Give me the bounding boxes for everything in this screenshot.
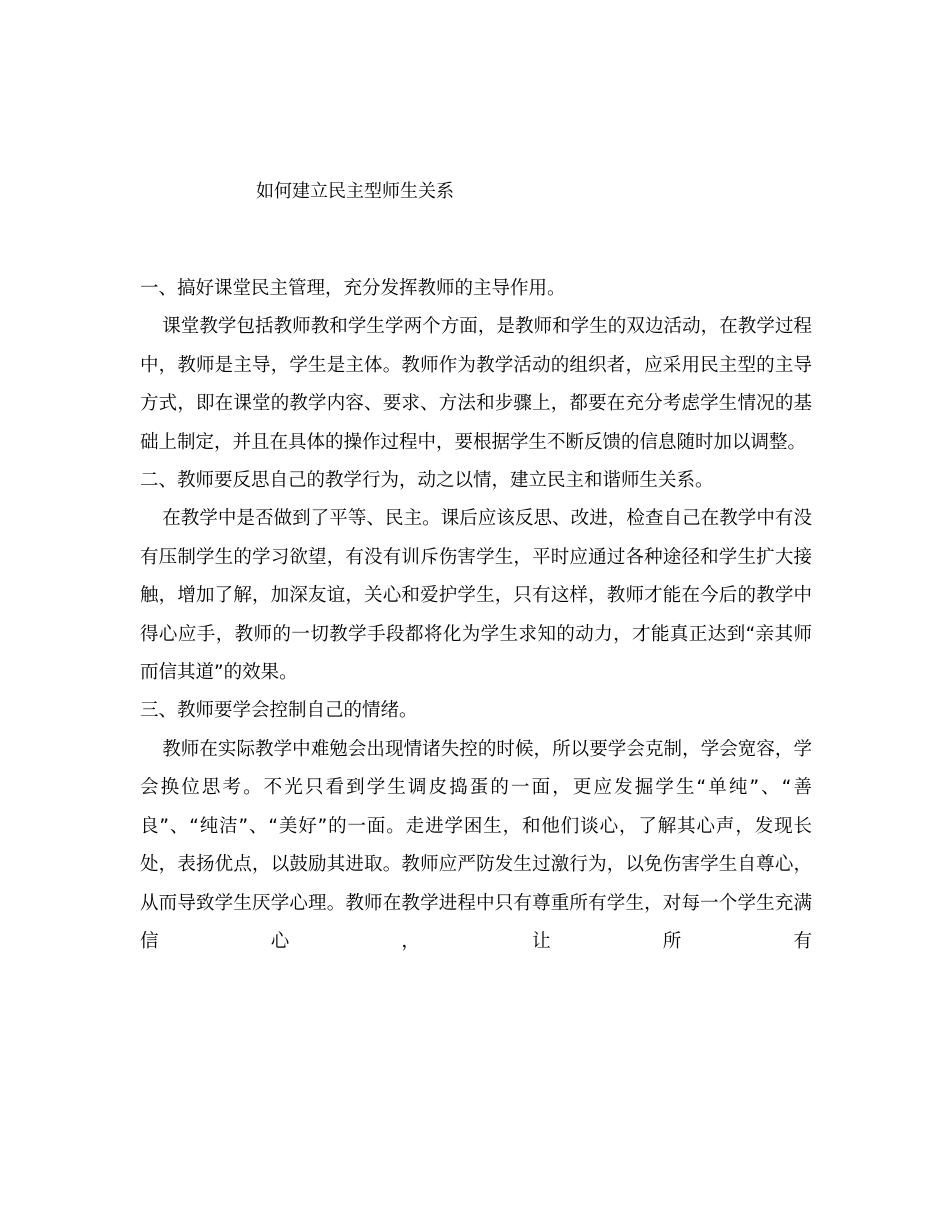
document-title: 如何建立民主型师生关系	[256, 181, 454, 202]
section-heading-3: 三、教师要学会控制自己的情绪。	[140, 700, 418, 722]
section-paragraph-2: 在教学中是否做到了平等、民主。课后应该反思、改进，检查自己在教学中有没有压制学生的学习欲望，有没有训斥伤害学生，平时应通过各种途径和学生扩大接触，增加了解，加深友谊，关心和爱护学生，只有这样，教师才能在今后的教学中得心应手，教师的一切教学手段都将化为学生求知的动力，才能真正达到“亲其师而信其道”的效果。	[140, 508, 812, 684]
section-paragraph-1: 课堂教学包括教师教和学生学两个方面，是教师和学生的双边活动，在教学过程中，教师是主导，学生是主体。教师作为教学活动的组织者，应采用民主型的主导方式，即在课堂的教学内容、要求、方法和步骤上，都要在充分考虑学生情况的基础上制定，并且在具体的操作过程中，要根据学生不断反馈的信息随时加以调整。	[140, 316, 812, 453]
document-body	[140, 270, 812, 961]
section-paragraph-3: 教师在实际教学中难勉会出现情诸失控的时候，所以要学会克制，学会宽容，学会换位思考。不光只看到学生调皮捣蛋的一面，更应发掘学生“单纯”、“善良”、“纯洁”、“美好”的一面。走进学困生，和他们谈心，了解其心声，发现长处，表扬优点，以鼓励其进取。教师应严防发生过激行为，以免伤害学生自尊心，从而导致学生厌学心理。教师在教学进程中只有尊重所有学生，对每一个学生充满信心，让所有	[140, 738, 812, 952]
section-heading-1: 一、搞好课堂民主管理，充分发挥教师的主导作用。	[140, 278, 566, 299]
section-heading-2: 二、教师要反思自己的教学行为，动之以情，建立民主和谐师生关系。	[140, 470, 714, 492]
